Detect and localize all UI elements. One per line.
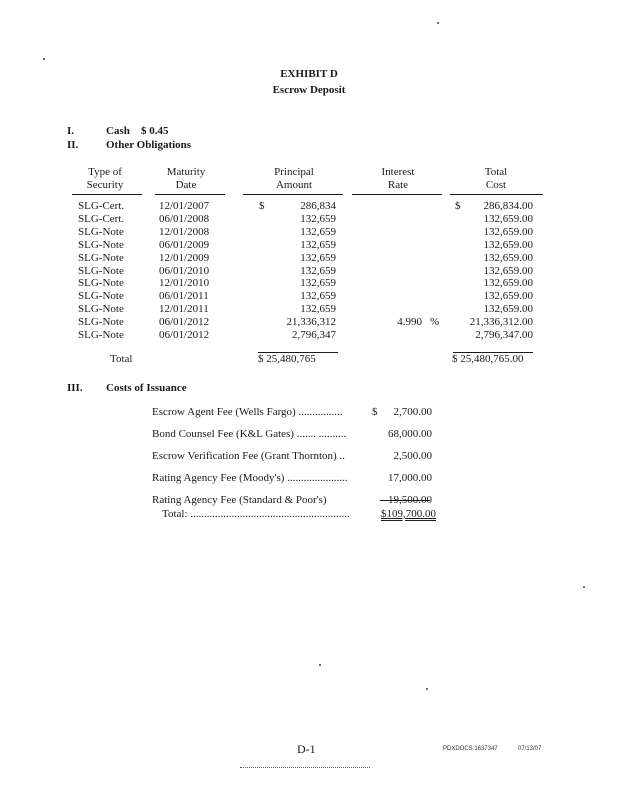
document-id: PDXDOCS:1637347: [443, 746, 498, 752]
section-1-number: I.: [67, 125, 75, 137]
row-maturity-date: 06/01/2010: [159, 264, 210, 277]
row-maturity-date: 12/01/2011: [159, 303, 209, 316]
row-total-cost: 132,659.00: [483, 290, 533, 303]
header-rule-type: [72, 194, 142, 195]
cost-item-dollar-sign: $: [372, 406, 378, 418]
row-maturity-date: 06/01/2009: [159, 238, 210, 251]
row-security-type: SLG-Note: [78, 303, 124, 316]
page-number: D-1: [297, 742, 316, 756]
cost-item-label: Rating Agency Fee (Moody's) ......................: [152, 472, 348, 484]
row-total-cost: 2,796,347.00: [475, 329, 533, 341]
row-total-cost: 132,659.00: [483, 225, 533, 238]
costs-total-amount: $109,700.00: [381, 508, 436, 520]
total-row-principal: $ 25,480,765: [258, 353, 316, 365]
section-3-label: Costs of Issuance: [106, 382, 187, 394]
cost-item-amount: 19,500.00: [388, 494, 432, 506]
row-security-type: SLG-Cert.: [78, 212, 125, 225]
row-principal-amount: 132,659: [300, 238, 336, 251]
section-3-number: III.: [67, 382, 83, 394]
row-principal-amount: 132,659: [300, 225, 336, 238]
row-principal-amount: 132,659: [300, 303, 336, 316]
row-total-dollar-sign: $: [455, 200, 461, 212]
row-total-cost: 132,659.00: [483, 212, 533, 225]
header-rule-principal: [243, 194, 343, 195]
costs-total-label: Total: ..........................................................: [162, 508, 350, 520]
row-security-type: SLG-Note: [78, 316, 124, 329]
row-maturity-date: 06/01/2012: [159, 329, 210, 341]
scan-speck: [583, 586, 585, 588]
section-1-label: Cash: [106, 125, 130, 137]
exhibit-subtitle: Escrow Deposit: [272, 84, 346, 96]
document-date: 07/13/07: [518, 746, 542, 752]
row-principal-amount: 132,659: [300, 290, 336, 303]
total-row-label: Total: [110, 353, 133, 365]
scan-edge-line: [240, 767, 370, 768]
row-security-type: SLG-Note: [78, 277, 124, 290]
header-rule-maturity: [155, 194, 225, 195]
row-security-type: SLG-Note: [78, 290, 124, 303]
row-principal-amount: 132,659: [300, 212, 336, 225]
row-total-cost: 132,659.00: [483, 277, 533, 290]
section-2-number: II.: [67, 139, 79, 151]
row-maturity-date: 06/01/2012: [159, 316, 210, 329]
header-principal-amount: Principal Amount: [274, 166, 314, 191]
cost-item-label: Rating Agency Fee (Standard & Poor's): [152, 494, 327, 506]
cost-item-amount: 17,000.00: [388, 472, 432, 484]
row-interest-percent: %: [430, 316, 440, 329]
header-rule-interest: [352, 194, 442, 195]
cost-item-amount: 2,700.00: [393, 406, 432, 418]
row-total-cost: 286,834.00: [483, 200, 533, 212]
row-total-cost: 132,659.00: [483, 238, 533, 251]
row-total-cost: 21,336,312.00: [469, 316, 533, 329]
cost-item-amount: 2,500.00: [393, 450, 432, 462]
costs-total-rule: [380, 500, 430, 501]
header-rule-total: [450, 194, 543, 195]
row-maturity-date: 12/01/2010: [159, 277, 210, 290]
scan-speck: [43, 58, 45, 60]
section-2-label: Other Obligations: [106, 139, 192, 151]
row-principal-amount: 132,659: [300, 277, 336, 290]
row-maturity-date: 12/01/2007: [159, 200, 210, 212]
row-principal-amount: 132,659: [300, 251, 336, 264]
scan-speck: [319, 664, 321, 666]
row-principal-amount: 286,834: [300, 200, 336, 212]
row-principal-amount: 21,336,312: [286, 316, 336, 329]
row-security-type: SLG-Note: [78, 329, 124, 341]
row-interest-rate: 4.990: [397, 316, 422, 329]
row-security-type: SLG-Note: [78, 264, 124, 277]
row-security-type: SLG-Note: [78, 238, 124, 251]
row-security-type: SLG-Cert.: [78, 200, 125, 212]
row-total-cost: 132,659.00: [483, 251, 533, 264]
row-security-type: SLG-Note: [78, 225, 124, 238]
header-total-cost: Total Cost: [484, 166, 508, 191]
total-row-cost: $ 25,480,765.00: [452, 353, 524, 365]
header-type-of-security: Type of Security: [86, 166, 124, 191]
scan-speck: [426, 688, 428, 690]
cost-item-label: Escrow Agent Fee (Wells Fargo) ................: [152, 406, 343, 418]
section-1-amount: $ 0.45: [141, 125, 169, 137]
header-interest-rate: Interest Rate: [381, 166, 415, 191]
header-maturity-date: Maturity Date: [166, 166, 206, 191]
exhibit-title: EXHIBIT D: [280, 68, 338, 80]
row-total-cost: 132,659.00: [483, 303, 533, 316]
row-maturity-date: 06/01/2008: [159, 212, 210, 225]
row-total-cost: 132,659.00: [483, 264, 533, 277]
row-principal-amount: 132,659: [300, 264, 336, 277]
row-principal-dollar-sign: $: [259, 200, 265, 212]
row-maturity-date: 12/01/2008: [159, 225, 210, 238]
row-security-type: SLG-Note: [78, 251, 124, 264]
scan-speck: [437, 22, 439, 24]
cost-item-label: Escrow Verification Fee (Grant Thornton) ..: [152, 450, 345, 462]
row-principal-amount: 2,796,347: [292, 329, 336, 341]
cost-item-amount: 68,000.00: [388, 428, 432, 440]
cost-item-label: Bond Counsel Fee (K&L Gates) ....... ..........: [152, 428, 347, 440]
row-maturity-date: 12/01/2009: [159, 251, 210, 264]
row-maturity-date: 06/01/2011: [159, 290, 209, 303]
